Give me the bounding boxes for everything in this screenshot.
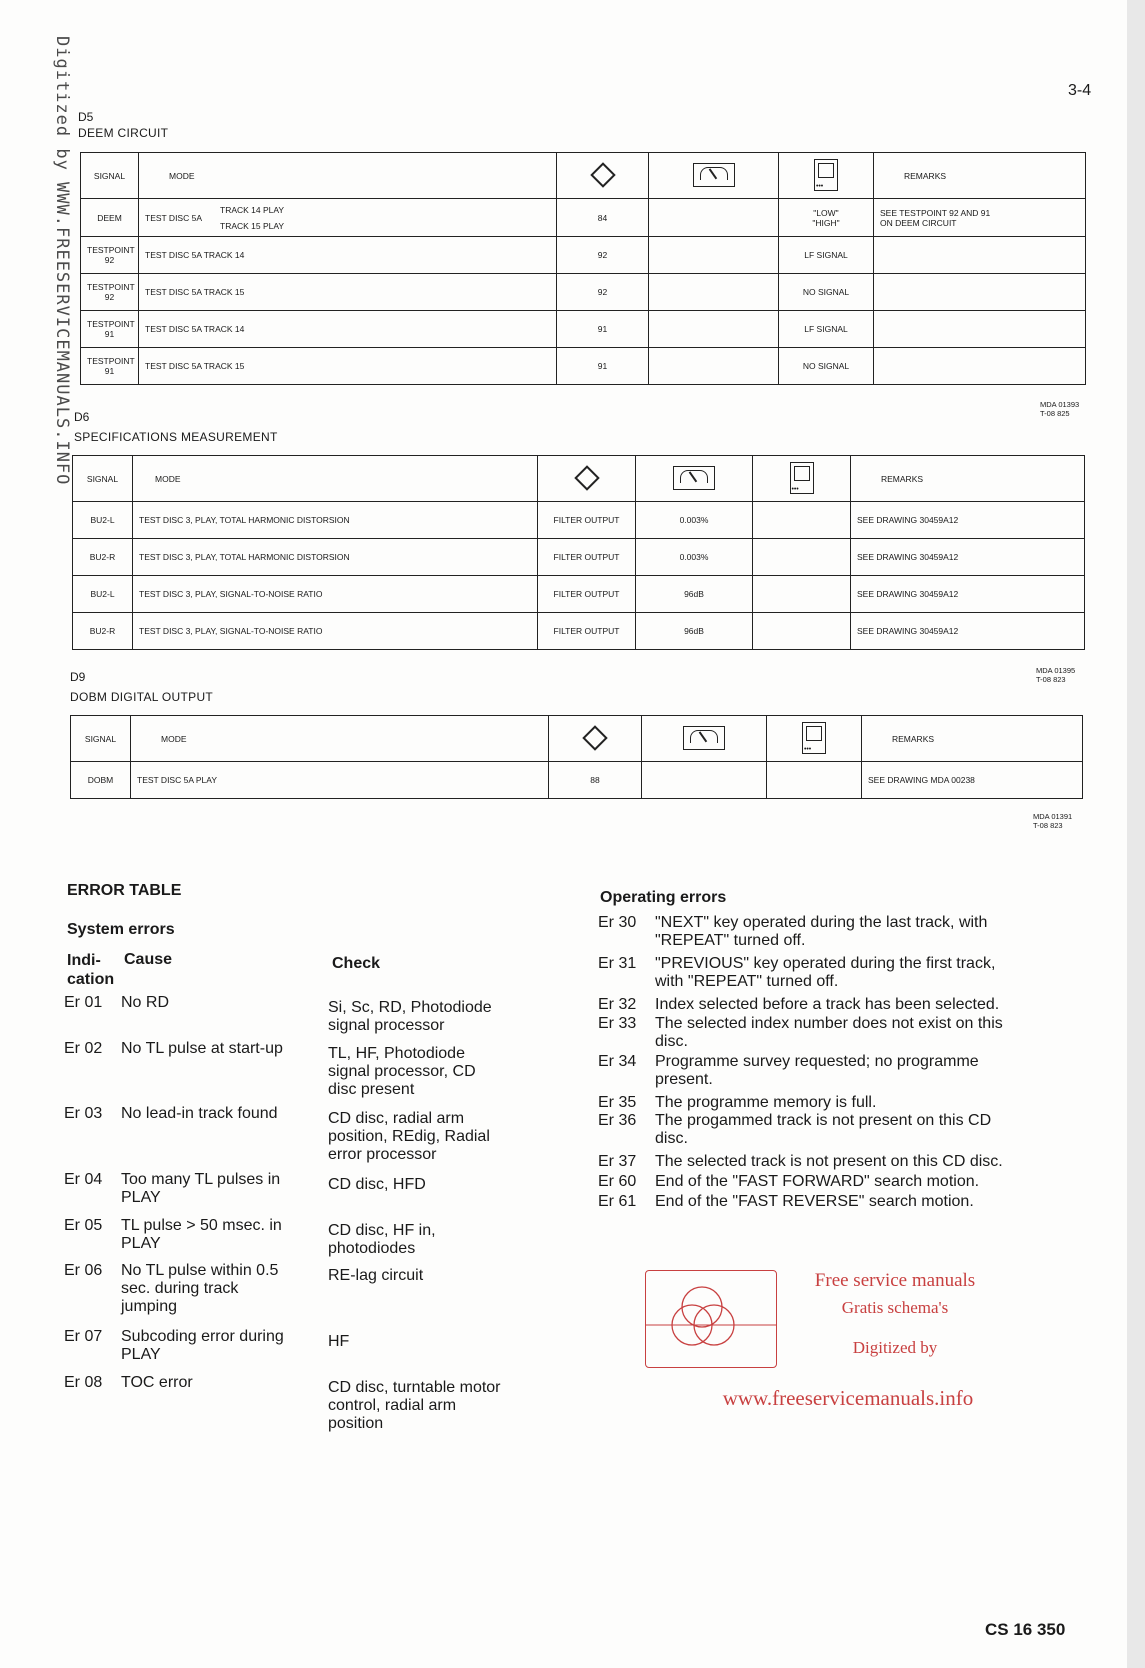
indication-header-line-2: cation — [67, 971, 115, 988]
meter-cell: 96dB — [636, 613, 753, 650]
tp-cell: 92 — [557, 274, 649, 311]
d5-scope-header — [779, 153, 874, 199]
error-cause-line: PLAY — [121, 1189, 161, 1206]
scope-cell — [779, 199, 874, 237]
meter-cell — [642, 762, 767, 799]
signal-cell: BU2-L — [73, 502, 133, 539]
d9-remarks-header: REMARKS — [862, 716, 1083, 762]
stamp-line-3: Digitized by — [852, 1338, 938, 1357]
error-code: Er 36 — [598, 1112, 637, 1129]
d6-code: D6 — [74, 410, 90, 424]
error-check — [328, 999, 548, 1035]
scope-cell — [767, 762, 862, 799]
table-row — [81, 274, 1086, 311]
error-description-line: The progammed track is not present on this CD — [655, 1112, 992, 1129]
d9-code: D9 — [70, 670, 86, 684]
signal-cell — [81, 274, 139, 311]
tp-cell: FILTER OUTPUT — [538, 539, 636, 576]
remarks-cell — [874, 274, 1086, 311]
signal-cell: BU2-R — [73, 613, 133, 650]
error-cause — [121, 1217, 326, 1253]
error-description — [655, 1112, 1075, 1148]
remarks-cell — [874, 237, 1086, 274]
mode-disc: TEST DISC 5A — [145, 212, 202, 223]
error-check — [328, 1045, 548, 1099]
error-check-line: position — [328, 1415, 384, 1432]
meter-cell: 96dB — [636, 576, 753, 613]
error-description-line: with "REPEAT" turned off. — [655, 973, 839, 990]
meter-cell — [649, 237, 779, 274]
remarks-cell: SEE DRAWING 30459A12 — [851, 539, 1085, 576]
operating-errors-title: Operating errors — [600, 889, 727, 906]
d9-signal-header: SIGNAL — [71, 716, 131, 762]
page-number: 3-4 — [1068, 82, 1092, 99]
error-description-line: "NEXT" key operated during the last track, with — [655, 914, 988, 931]
table-row — [81, 237, 1086, 274]
error-cause — [121, 1040, 326, 1058]
mode-cell: TEST DISC 3, PLAY, TOTAL HARMONIC DISTORSION — [133, 539, 538, 576]
tp-cell: 88 — [549, 762, 642, 799]
tp-cell: 92 — [557, 237, 649, 274]
indication-header-line-1: Indi- — [67, 952, 101, 969]
diamond-symbol-icon — [590, 162, 615, 187]
signal-cell: BU2-R — [73, 539, 133, 576]
mode-cell: TEST DISC 5A TRACK 14 — [139, 311, 557, 348]
meter-cell — [649, 311, 779, 348]
error-description — [655, 1015, 1075, 1051]
signal-cell: DOBM — [71, 762, 131, 799]
error-description-line: Programme survey requested; no programme — [655, 1053, 979, 1070]
signal-line-1: TESTPOINT — [87, 245, 135, 255]
signal-line-2: 92 — [104, 255, 115, 265]
mode-cell: TEST DISC 3, PLAY, TOTAL HARMONIC DISTORSION — [133, 502, 538, 539]
error-cause-line: Too many TL pulses in — [121, 1171, 281, 1188]
watermark-text: Digitized by WWW.FREESERVICEMANUALS.INFO — [52, 36, 72, 486]
error-cause-line: No TL pulse within 0.5 — [121, 1262, 279, 1279]
scope-cell — [753, 576, 851, 613]
page-edge — [1127, 0, 1145, 1668]
d6-table — [72, 455, 1085, 650]
error-table-title: ERROR TABLE — [67, 882, 182, 899]
mode-cell: TEST DISC 5A TRACK 14 — [139, 237, 557, 274]
scope-high: "HIGH" — [812, 217, 840, 228]
table-row — [73, 502, 1085, 539]
mda-code: MDA 01395 — [1036, 666, 1076, 675]
signal-line-2: 92 — [104, 292, 115, 302]
mda-sub: T-08 823 — [1033, 821, 1063, 830]
scope-low: "LOW" — [813, 207, 839, 218]
d5-meter-header — [649, 153, 779, 199]
error-check-line: position, REdig, Radial — [328, 1128, 490, 1145]
error-check-line: Si, Sc, RD, Photodiode — [328, 999, 492, 1016]
error-check — [328, 1267, 548, 1285]
mode-cell: TEST DISC 5A PLAY — [131, 762, 549, 799]
indication-header — [67, 951, 114, 989]
d5-tp-header — [557, 153, 649, 199]
error-cause — [121, 1171, 326, 1207]
mode-cell: TEST DISC 5A TRACK 15 — [139, 274, 557, 311]
meter-cell — [649, 199, 779, 237]
error-code: Er 30 — [598, 914, 637, 931]
mode-cell: TEST DISC 3, PLAY, SIGNAL-TO-NOISE RATIO — [133, 576, 538, 613]
cause-header: Cause — [124, 951, 173, 968]
mda-sub: T-08 825 — [1040, 409, 1070, 418]
table-row — [73, 576, 1085, 613]
d5-signal-header: SIGNAL — [81, 153, 139, 199]
error-description — [655, 955, 1075, 991]
error-cause-line: No RD — [121, 994, 170, 1011]
error-check-line: CD disc, radial arm — [328, 1110, 465, 1127]
table-row — [81, 199, 1086, 237]
meter-icon — [683, 726, 725, 750]
circles-logo-icon — [646, 1271, 776, 1367]
error-code: Er 07 — [64, 1328, 103, 1345]
error-code: Er 08 — [64, 1374, 103, 1391]
error-cause-line: No lead-in track found — [121, 1105, 278, 1122]
d5-mode-header: MODE — [139, 153, 557, 199]
signal-cell: DEEM — [81, 199, 139, 237]
scope-cell — [753, 502, 851, 539]
scope-cell: NO SIGNAL — [779, 274, 874, 311]
error-description-line: "REPEAT" turned off. — [655, 932, 806, 949]
d5-mda-reference — [1040, 400, 1079, 418]
error-cause — [121, 1328, 326, 1364]
mode-cell — [139, 199, 557, 237]
error-cause-line: TL pulse > 50 msec. in — [121, 1217, 282, 1234]
error-description-line: present. — [655, 1071, 713, 1088]
error-check — [328, 1176, 548, 1194]
scope-cell — [753, 539, 851, 576]
error-cause-line: Subcoding error during — [121, 1328, 284, 1345]
d9-title: DOBM DIGITAL OUTPUT — [70, 690, 214, 704]
error-description — [655, 914, 1075, 950]
oscilloscope-icon — [814, 159, 838, 191]
error-description-line: "PREVIOUS" key operated during the first track, — [655, 955, 996, 972]
error-code: Er 31 — [598, 955, 637, 972]
signal-line-1: TESTPOINT — [87, 356, 135, 366]
error-check — [328, 1110, 548, 1164]
stamp-logo-frame — [645, 1270, 777, 1368]
error-cause-line: sec. during track — [121, 1280, 239, 1297]
mda-sub: T-08 823 — [1036, 675, 1066, 684]
error-description-line: disc. — [655, 1033, 688, 1050]
error-code: Er 05 — [64, 1217, 103, 1234]
d9-meter-header — [642, 716, 767, 762]
error-cause-line: PLAY — [121, 1346, 161, 1363]
signal-cell — [81, 237, 139, 274]
d5-header-row — [81, 153, 1086, 199]
error-description — [655, 1053, 1075, 1089]
error-code: Er 61 — [598, 1193, 637, 1210]
remarks-cell — [874, 348, 1086, 385]
signal-cell — [81, 348, 139, 385]
check-header: Check — [332, 955, 381, 972]
error-check-line: signal processor, CD — [328, 1063, 476, 1080]
signal-cell: BU2-L — [73, 576, 133, 613]
d6-tp-header — [538, 456, 636, 502]
d9-table — [70, 715, 1083, 799]
remarks-cell: SEE DRAWING 30459A12 — [851, 613, 1085, 650]
error-cause-line: No TL pulse at start-up — [121, 1040, 283, 1057]
error-code: Er 06 — [64, 1262, 103, 1279]
error-description — [655, 1094, 1075, 1112]
error-check-line: signal processor — [328, 1017, 445, 1034]
error-description-line: End of the "FAST FORWARD" search motion. — [655, 1173, 980, 1190]
tp-cell: 91 — [557, 311, 649, 348]
error-code: Er 33 — [598, 1015, 637, 1032]
error-check-line: control, radial arm — [328, 1397, 457, 1414]
signal-line-2: 91 — [104, 329, 115, 339]
error-check — [328, 1333, 548, 1351]
error-check-line: CD disc, HF in, — [328, 1222, 436, 1239]
error-code: Er 60 — [598, 1173, 637, 1190]
mda-code: MDA 01393 — [1040, 400, 1080, 409]
error-description-line: The selected index number does not exist on this — [655, 1015, 1003, 1032]
remarks-cell — [874, 311, 1086, 348]
d6-meter-header — [636, 456, 753, 502]
signal-cell — [81, 311, 139, 348]
mode-track-b: TRACK 15 PLAY — [220, 220, 285, 231]
meter-icon — [673, 466, 715, 490]
error-description — [655, 1153, 1075, 1171]
d6-signal-header: SIGNAL — [73, 456, 133, 502]
mode-track-a: TRACK 14 PLAY — [220, 204, 285, 215]
tp-cell: FILTER OUTPUT — [538, 576, 636, 613]
error-code: Er 01 — [64, 994, 103, 1011]
d6-remarks-header: REMARKS — [851, 456, 1085, 502]
error-code: Er 35 — [598, 1094, 637, 1111]
error-check-line: CD disc, HFD — [328, 1176, 426, 1193]
d6-mda-reference — [1036, 666, 1075, 684]
error-description-line: The selected track is not present on this CD disc. — [655, 1153, 1003, 1170]
signal-line-1: TESTPOINT — [87, 319, 135, 329]
stamp-line-1: Free service manuals — [814, 1270, 976, 1291]
error-code: Er 04 — [64, 1171, 103, 1188]
model-code: CS 16 350 — [985, 1620, 1066, 1639]
d9-mode-header: MODE — [131, 716, 549, 762]
error-cause-line: jumping — [121, 1298, 178, 1315]
d5-code: D5 — [78, 110, 94, 124]
table-row — [71, 762, 1083, 799]
tp-cell: 84 — [557, 199, 649, 237]
tp-cell: FILTER OUTPUT — [538, 502, 636, 539]
table-row — [81, 348, 1086, 385]
error-check-line: TL, HF, Photodiode — [328, 1045, 465, 1062]
signal-line-2: 91 — [104, 366, 115, 376]
d9-scope-header — [767, 716, 862, 762]
meter-icon — [693, 163, 735, 187]
d5-remarks-header: REMARKS — [874, 153, 1086, 199]
scope-cell: LF SIGNAL — [779, 311, 874, 348]
table-row — [73, 539, 1085, 576]
d9-mda-reference — [1033, 812, 1072, 830]
mode-cell: TEST DISC 3, PLAY, SIGNAL-TO-NOISE RATIO — [133, 613, 538, 650]
meter-cell — [649, 348, 779, 385]
error-check-line: error processor — [328, 1146, 437, 1163]
error-description-line: Index selected before a track has been selected. — [655, 996, 1000, 1013]
error-cause — [121, 1105, 326, 1123]
error-cause-line: TOC error — [121, 1374, 193, 1391]
error-description — [655, 1173, 1075, 1191]
mda-code: MDA 01391 — [1033, 812, 1073, 821]
error-check-line: photodiodes — [328, 1240, 416, 1257]
remarks-line-2: ON DEEM CIRCUIT — [880, 217, 957, 228]
error-check — [328, 1222, 548, 1258]
d6-header-row — [73, 456, 1085, 502]
d5-title: DEEM CIRCUIT — [78, 126, 169, 140]
error-check-line: RE-lag circuit — [328, 1267, 424, 1284]
d9-tp-header — [549, 716, 642, 762]
oscilloscope-icon — [802, 722, 826, 754]
remarks-line-1: SEE TESTPOINT 92 AND 91 — [880, 207, 991, 218]
error-description — [655, 996, 1075, 1014]
system-errors-title: System errors — [67, 921, 175, 938]
error-code: Er 03 — [64, 1105, 103, 1122]
error-code: Er 32 — [598, 996, 637, 1013]
remarks-cell: SEE DRAWING MDA 00238 — [862, 762, 1083, 799]
remarks-cell: SEE DRAWING 30459A12 — [851, 502, 1085, 539]
stamp-url: www.freeservicemanuals.info — [722, 1386, 974, 1410]
diamond-symbol-icon — [582, 725, 607, 750]
table-row — [81, 311, 1086, 348]
d6-scope-header — [753, 456, 851, 502]
error-code: Er 02 — [64, 1040, 103, 1057]
scope-cell: LF SIGNAL — [779, 237, 874, 274]
d6-mode-header: MODE — [133, 456, 538, 502]
remarks-cell — [874, 199, 1086, 237]
meter-cell — [649, 274, 779, 311]
stamp-line-2: Gratis schema's — [841, 1298, 949, 1317]
tp-cell: 91 — [557, 348, 649, 385]
table-row — [73, 613, 1085, 650]
d5-table — [80, 152, 1086, 385]
error-check — [328, 1379, 548, 1433]
error-code: Er 37 — [598, 1153, 637, 1170]
error-cause — [121, 994, 326, 1012]
error-code: Er 34 — [598, 1053, 637, 1070]
signal-line-1: TESTPOINT — [87, 282, 135, 292]
error-cause-line: PLAY — [121, 1235, 161, 1252]
error-check-line: HF — [328, 1333, 350, 1350]
meter-cell: 0.003% — [636, 539, 753, 576]
mode-cell: TEST DISC 5A TRACK 15 — [139, 348, 557, 385]
error-check-line: CD disc, turntable motor — [328, 1379, 501, 1396]
d9-header-row — [71, 716, 1083, 762]
diamond-symbol-icon — [574, 465, 599, 490]
error-description-line: The programme memory is full. — [655, 1094, 877, 1111]
error-description-line: End of the "FAST REVERSE" search motion. — [655, 1193, 974, 1210]
remarks-cell: SEE DRAWING 30459A12 — [851, 576, 1085, 613]
scope-cell: NO SIGNAL — [779, 348, 874, 385]
error-check-line: disc present — [328, 1081, 415, 1098]
error-description-line: disc. — [655, 1130, 688, 1147]
scope-cell — [753, 613, 851, 650]
error-cause — [121, 1262, 326, 1316]
meter-cell: 0.003% — [636, 502, 753, 539]
d6-title: SPECIFICATIONS MEASUREMENT — [74, 430, 278, 444]
tp-cell: FILTER OUTPUT — [538, 613, 636, 650]
oscilloscope-icon — [790, 462, 814, 494]
error-cause — [121, 1374, 326, 1392]
error-description — [655, 1193, 1075, 1211]
